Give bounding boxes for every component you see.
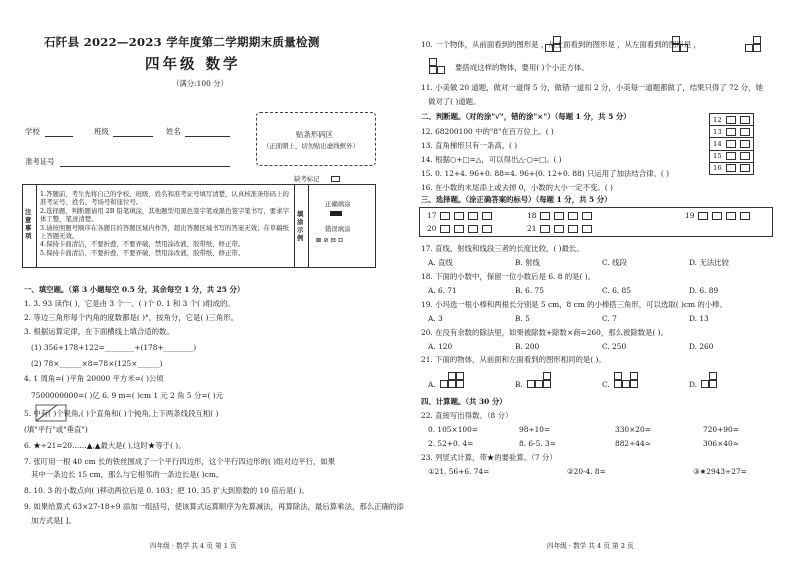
- name-label: 姓名: [166, 127, 181, 136]
- calc-item: 0. 105×100=: [428, 425, 478, 434]
- notice-item: 1.答题前，考生先将自己的学校、班级、姓名和准考证号填写清楚，认真核准条形码上的准考证号、姓名、考场号和座位号。: [40, 190, 289, 207]
- judge-question-13: 13. 直角梯形只有一条高。( ): [421, 141, 518, 150]
- calc-item: 306×40≈: [703, 439, 739, 448]
- judge-question-12: 12. 68200100 中的"8"在百万位上。( ): [421, 127, 554, 136]
- choice-row[interactable]: 20: [427, 224, 492, 233]
- choice-question-21: 21. 下面的物体，从前面和左面看到的图形相同的是( )。: [421, 355, 606, 364]
- exam-page-2: [397, 0, 794, 561]
- question-3: 3. 根据运算定律，在下面横线上填合适的数。: [24, 327, 174, 336]
- choice-option: C.: [602, 380, 610, 389]
- question-6: 6. ★÷21=20……▲,▲最大是( ),这时★等于( )。: [24, 441, 186, 450]
- choice-row[interactable]: 21: [527, 224, 592, 233]
- barcode-area: [256, 112, 376, 166]
- wrong-fill-sample: ⊠ ⊘ ⊟ ⊡: [316, 236, 344, 244]
- choice-option: D. 13: [689, 314, 709, 323]
- judge-question-16: 16. 在小数的末尾添上或去掉 0，小数的大小一定不变。( ): [421, 183, 613, 192]
- choice-option: C. 线段: [602, 258, 627, 267]
- calc-item: 98÷10=: [519, 425, 551, 434]
- section1-title: 一、填空题。（第 3 小题每空 0.5 分，其余每空 1 分，共 25 分）: [24, 285, 245, 294]
- judge-question-15: 15. 0. 12+4. 96+0. 88=4. 96+(0. 12+0. 88) 只运用了加法结合律。( ): [421, 169, 670, 178]
- cube-figure-d-icon: [701, 366, 731, 390]
- page-footer: 四年级 · 数学 共 4 页 第 1 页: [150, 542, 237, 550]
- cube-figure-c-icon: [614, 366, 644, 390]
- full-marks: （满分:100 分）: [172, 79, 228, 88]
- judge-number: 14: [713, 139, 722, 148]
- question-23-title: 23. 列竖式计算，带★的要验算。（7 分）: [421, 453, 557, 462]
- notice-item: 5.保持卡面清洁，不要折叠，不要弄破，禁用涂改液，胶带纸，修正带。: [40, 248, 245, 257]
- choice-option: B.: [515, 380, 523, 389]
- subject-title: 四年级 数学: [145, 56, 241, 73]
- choice-option: A. 直线: [428, 258, 453, 267]
- question-5b: (填"平行"或"垂直"): [24, 425, 88, 434]
- judge-number: 13: [713, 127, 722, 136]
- vertical-calc-item: ②20-4. 8=: [567, 467, 606, 476]
- question-7b: 其中一条边长 15 cm，那么与它相邻的一条边长是( )cm。: [31, 470, 224, 479]
- absent-mark-label: 缺考标记: [294, 175, 320, 183]
- vertical-calc-item: ①21. 56+6. 74=: [428, 467, 490, 476]
- page-footer: 四年级 · 数学 共 4 页 第 2 页: [547, 542, 634, 550]
- choice-option: A. 3: [428, 314, 443, 323]
- question-5: 5. 中有( )个锐角,( )个直角和( )个钝角,上下两条线段互相( ): [24, 409, 219, 418]
- vertical-calc-item: ③★2943÷27=: [693, 467, 747, 476]
- correct-fill-label: 正确填涂: [325, 200, 351, 208]
- cube-figure-a-icon: [440, 366, 470, 390]
- choice-row[interactable]: 18: [527, 211, 592, 220]
- question-4: 4. 1 周角=( )平角 20000 平方米=( )公顷: [24, 374, 164, 383]
- q10-extra-figure: [429, 57, 453, 75]
- choice-option: B. 射线: [515, 258, 540, 267]
- class-field[interactable]: [113, 136, 153, 137]
- choice-question-19: 19. 小玛选一根小棒和两根长分别是 5 cm，8 cm 的小棒搭三角形，可以选取( )cm 的小棒。: [421, 300, 727, 309]
- choice-row[interactable]: 19: [685, 211, 750, 220]
- calc-item: 882÷44≈: [615, 439, 651, 448]
- judge-answer-grid: [709, 113, 754, 175]
- question-9: 9. 如果给算式 63×27-18÷9 添加一组括号，使该算式运算顺序为先算减法，再算除法，最后算乘法，那么正确的添: [24, 502, 404, 511]
- question-11: 11. 小美做 20 道题，做对一道得 5 分，做错一道扣 2 分，小美每一道题都做了，结果只得了 72 分，她: [421, 83, 763, 92]
- question-22-title: 22. 直接写出得数。（8 分）: [421, 411, 513, 420]
- choice-option: C. 250: [602, 342, 627, 351]
- question-8: 8. 10. 3 的小数点向( )移动两位后是 0. 103；把 10. 35 扩大到原数的 10 倍后是( )。: [24, 486, 309, 495]
- choice-option: B. 5: [515, 314, 530, 323]
- question-9b: 加方式是[ ]。: [31, 516, 77, 525]
- name-field[interactable]: [185, 136, 230, 137]
- notice-item: 4.保持卡面清洁，不要折叠，不要弄破，禁用涂改液，胶带纸，修正带。: [40, 240, 245, 249]
- choice-option: D. 260: [689, 342, 714, 351]
- judge-number: 15: [713, 152, 722, 161]
- notice-item: 2.选择题，判断题请用 2B 铅笔填涂，其他题型用黑色签字笔或黑色签字笔书写，要求字体工整，笔迹清楚。: [40, 206, 289, 224]
- calc-item: 720+90=: [703, 425, 739, 434]
- notices-side-label: 注意事项: [25, 208, 32, 240]
- barcode-box-note: （正面朝上，切勿贴出虚线框外）: [263, 142, 359, 150]
- question-4b: 7500000000=( )亿 6. 9 m=( )cm 1 元 2 角 5 分=( )元: [31, 391, 224, 400]
- cube-figure-b-icon: [527, 366, 557, 390]
- choice-row[interactable]: 17: [427, 211, 492, 220]
- school-label: 学校: [25, 127, 40, 136]
- question-3-1: (1) 356+178+122=________+(178+________): [31, 343, 197, 352]
- question-11b: 做对了( )道题。: [428, 97, 481, 106]
- question-2: 2. 等边三角形每个内角的度数都是( )°，按角分，它是( )三角形。: [24, 313, 239, 322]
- choice-option: D. 无法比较: [689, 258, 729, 267]
- judge-question-14: 14. 根据○+□=△，可以得出△-○=□。( ): [421, 155, 562, 164]
- exam-id-field[interactable]: [60, 166, 230, 167]
- choice-question-18: 18. 下面的小数中，保留一位小数后是 6. 8 的是( )。: [421, 272, 596, 281]
- notice-item: 3.请按照题号顺序在各题目的答题区域内作答，超出答题区域书写的答案无效；在草稿纸上答题无效。: [40, 223, 289, 241]
- section3-title: 三、选择题。（涂正确答案的标号）（每题 1 分，共 5 分）: [421, 195, 612, 204]
- choice-option: D. 6. 89: [689, 286, 719, 295]
- left-view-figure: [745, 35, 765, 53]
- question-7: 7. 张叮用一根 40 cm 长的铁丝围成了一个平行四边形，这个平行四边形的( )组对边平行，如果: [24, 457, 336, 466]
- barcode-box-title: 贴条形码区: [296, 130, 333, 139]
- question-1: 1. 3. 93 读作( )，它是由 3 个一、( )个 0. 1 和 3 个( )组成的。: [24, 299, 235, 308]
- wrong-fill-label: 错误填涂: [325, 225, 351, 233]
- choice-option: A. 6. 71: [428, 286, 457, 295]
- question-10b: 要搭成这样的物体，要用( )个小正方体。: [455, 63, 589, 72]
- judge-number: 16: [713, 164, 722, 173]
- section2-title: 二、判断题。（对的涂"√"，错的涂"×"）（每题 1 分，共 5 分）: [421, 112, 631, 121]
- judge-row[interactable]: [710, 138, 754, 150]
- choice-question-20: 20. 在没有余数的除法里，如果被除数+除数×商=260，那么被除数是( )。: [421, 328, 669, 337]
- class-label: 班级: [94, 127, 109, 136]
- exam-title: 石阡县 2022—2023 学年度第二学期期末质量检测: [44, 35, 320, 49]
- calc-item: 2. 52+0. 4=: [428, 439, 474, 448]
- choice-option: A.: [428, 380, 436, 389]
- calc-item: 330×20=: [615, 425, 651, 434]
- judge-row[interactable]: [710, 114, 754, 126]
- choice-option: B. 6. 75: [515, 286, 544, 295]
- question-3-2: (2) 78×______×8=78×(125×______): [31, 359, 163, 368]
- choice-option: B. 200: [515, 342, 540, 351]
- choice-option: A. 120: [428, 342, 453, 351]
- question-10: 10. 一个物体，从前面看到的图形是 ，从上面看到的图形是 ，从左面看到的图形是 ，: [421, 40, 701, 49]
- calc-item: 8. 6-5. 3=: [519, 439, 556, 448]
- choice-option: D.: [689, 380, 698, 389]
- judge-row[interactable]: [710, 126, 754, 138]
- judge-number: 12: [713, 115, 722, 124]
- section4-title: 四、计算题。（共 30 分）: [421, 397, 507, 406]
- exam-id-label: 准考证号: [25, 157, 55, 166]
- school-field[interactable]: [45, 136, 73, 137]
- notices-list: [40, 190, 292, 257]
- choice-option: C. 7: [602, 314, 617, 323]
- judge-row[interactable]: [710, 150, 754, 162]
- judge-row[interactable]: [710, 162, 754, 174]
- fill-example-label: 填涂示例: [297, 210, 304, 242]
- correct-fill-sample: [330, 210, 342, 218]
- choice-question-17: 17. 直线、射线和线段三者的长度比较，( )最长。: [421, 244, 584, 253]
- choice-option: C. 6. 85: [602, 286, 631, 295]
- absent-mark-checkbox[interactable]: [331, 176, 340, 182]
